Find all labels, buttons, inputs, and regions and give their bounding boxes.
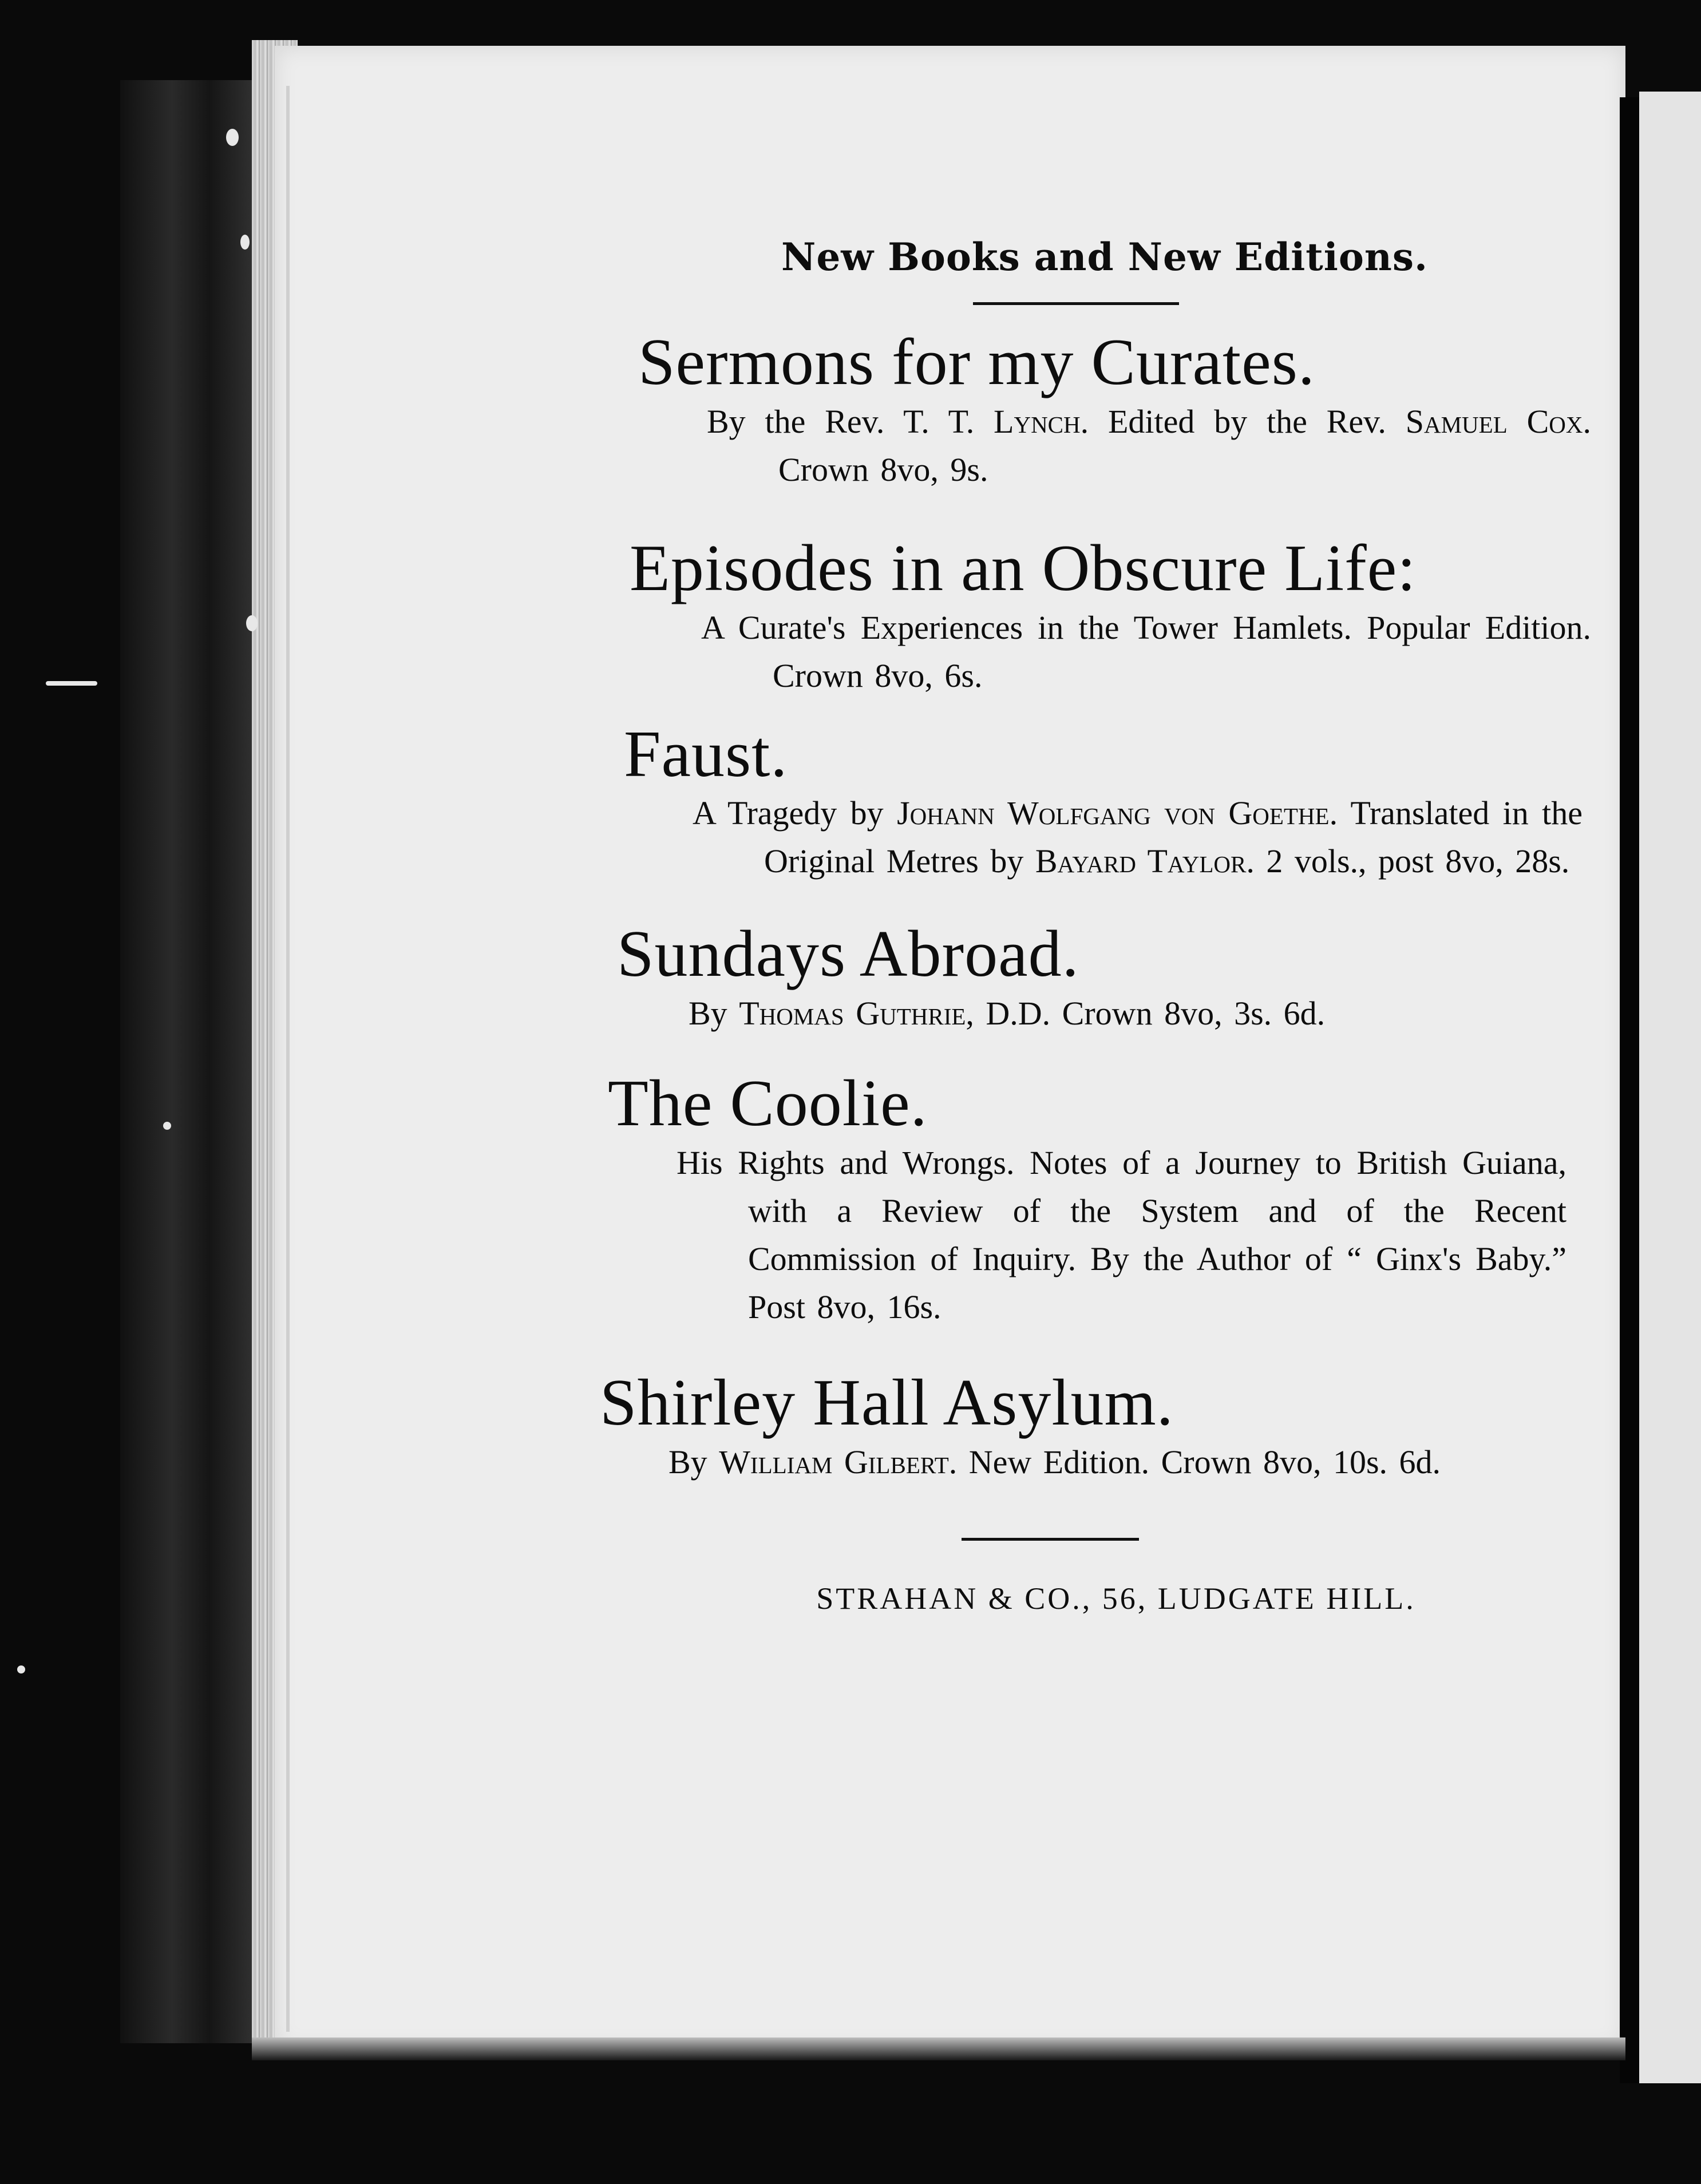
page-header-title: New Books and New Editions. — [781, 235, 1429, 279]
dust-speck — [17, 1665, 25, 1673]
dust-speck — [226, 129, 239, 146]
dust-speck — [246, 615, 258, 631]
book-entry — [600, 1368, 1545, 1486]
advertisement-page-content — [584, 217, 1591, 1616]
book-entry — [624, 717, 1583, 886]
page-bottom-edge — [252, 2037, 1625, 2060]
book-title: The Coolie. — [608, 1067, 928, 1141]
book-entry — [630, 531, 1591, 700]
dust-speck — [46, 681, 97, 686]
facing-page-sliver — [1639, 92, 1701, 2083]
book-title: Sundays Abroad. — [617, 917, 1079, 991]
book-description: By the Rev. T. T. Lynch. Edited by the Rev. Samuel Cox. Crown 8vo, 9s. — [707, 402, 1591, 488]
book-description: A Tragedy by Johann Wolfgang von Goethe. Translated in the Original Metres by Bayard Taylor. 2 vols., post 8vo, 28s. — [693, 794, 1583, 880]
book-entry — [608, 1067, 1566, 1331]
book-description: By William Gilbert. New Edition. Crown 8vo, 10s. 6d. — [668, 1443, 1441, 1481]
book-description: His Rights and Wrongs. Notes of a Journey to British Guiana, with a Review of the System and of the Recent Commission of Inquiry. By the Author of “ Ginx's Baby.” Post 8vo, 16s. — [677, 1144, 1566, 1326]
book-spine — [120, 80, 269, 2043]
book-title: Episodes in an Obscure Life: — [630, 531, 1417, 605]
dust-speck — [240, 235, 250, 250]
page-right-shadow — [1620, 97, 1639, 2083]
book-description: A Curate's Experiences in the Tower Hamlets. Popular Edition. Crown 8vo, 6s. — [701, 608, 1591, 694]
book-description: By Thomas Guthrie, D.D. Crown 8vo, 3s. 6d. — [689, 995, 1326, 1032]
header-rule — [973, 302, 1179, 305]
footer-rule — [962, 1538, 1139, 1541]
dust-speck — [163, 1122, 171, 1130]
book-title: Shirley Hall Asylum. — [600, 1366, 1174, 1439]
book-entry — [638, 326, 1591, 494]
publisher-imprint: STRAHAN & CO., 56, LUDGATE HILL. — [816, 1581, 1416, 1616]
book-entry — [617, 917, 1545, 1038]
book-title: Faust. — [624, 717, 788, 791]
book-title: Sermons for my Curates. — [638, 326, 1315, 399]
